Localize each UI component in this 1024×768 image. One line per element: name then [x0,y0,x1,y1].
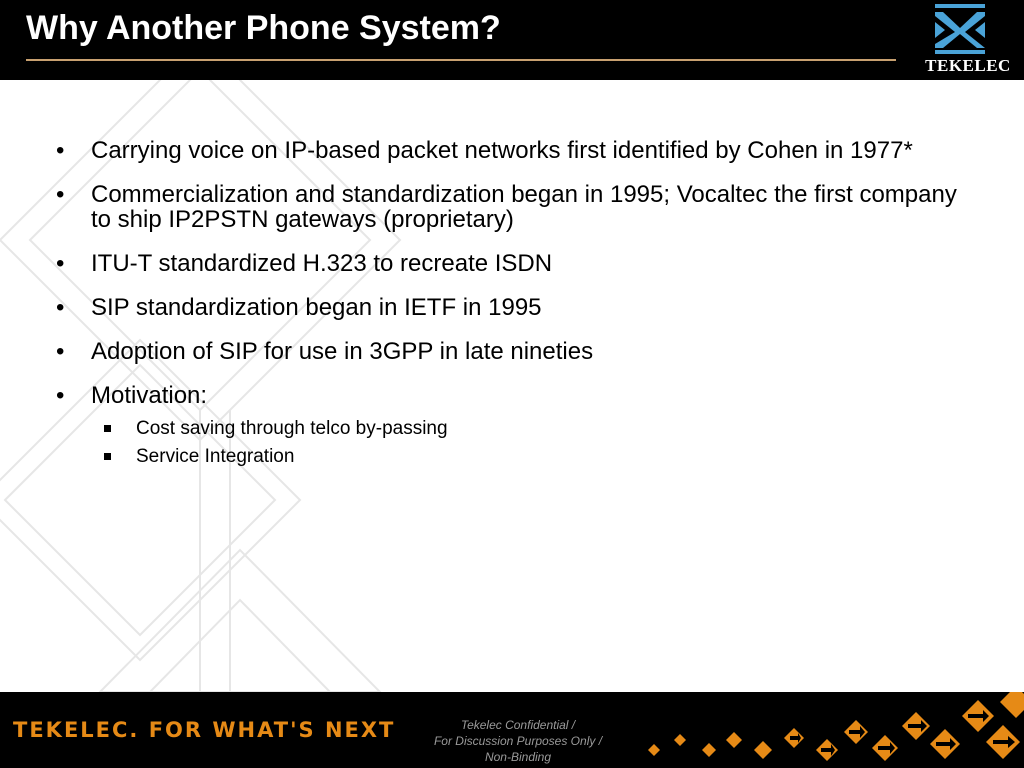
tekelec-logo-mark-icon [935,4,985,54]
sub-bullet-item [56,446,976,468]
bullet-item [56,138,976,163]
confidential-line: Non-Binding [484,750,552,764]
title-underline [26,59,896,61]
bullet-marker: • [56,137,65,164]
bullet-marker: • [56,382,65,409]
sub-bullet-text: Cost saving through telco by-passing [136,418,448,439]
tekelec-logo [918,4,1018,76]
bullet-marker: • [56,294,65,321]
sub-bullet-text: Service Integration [136,446,295,467]
bullet-item [56,383,976,408]
slide-footer [0,692,1024,768]
logo-wordmark: TEKELEC [925,56,1011,75]
bullet-list [56,138,976,474]
bullet-text: Carrying voice on IP-based packet networks first identified by Cohen in 1977* [91,137,913,164]
bullet-marker: • [56,250,65,277]
slide-title: Why Another Phone System? [26,9,501,47]
orange-arrow-pattern-icon [640,692,1024,768]
bullet-text: SIP standardization began in IETF in 1995 [91,294,542,321]
bullet-item [56,295,976,320]
square-bullet-icon [104,453,111,460]
bullet-text: ITU-T standardized H.323 to recreate ISDN [91,250,553,277]
confidential-notice [418,717,618,765]
slide-header [0,0,1024,80]
bullet-item [56,182,976,232]
confidential-line: Tekelec Confidential / [460,718,576,732]
bullet-text: Commercialization and standardization began in 1995; Vocaltec the first company to ship IP2PSTN gateways (proprietary) [91,181,957,233]
bullet-item [56,251,976,276]
square-bullet-icon [104,425,111,432]
bullet-text: Motivation: [91,382,208,409]
sub-bullet-item [56,418,976,440]
bullet-marker: • [56,338,65,365]
bullet-item [56,339,976,364]
footer-tagline: TEKELEC. FOR WHAT'S NEXT [13,718,396,742]
confidential-line: For Discussion Purposes Only / [433,734,603,748]
bullet-text: Adoption of SIP for use in 3GPP in late nineties [91,338,594,365]
bullet-marker: • [56,181,65,208]
